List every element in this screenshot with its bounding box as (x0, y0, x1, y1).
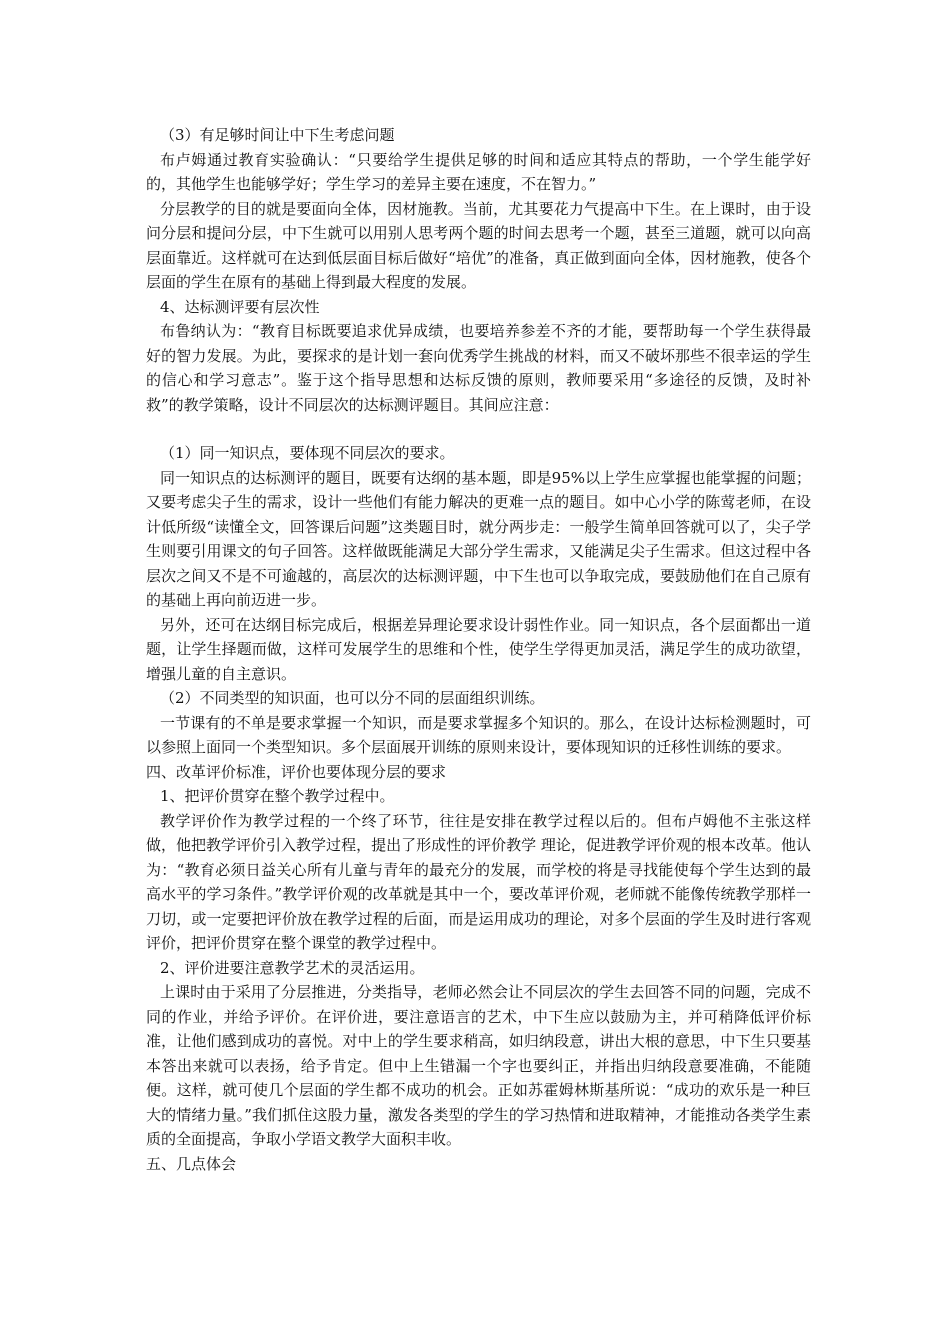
subheading-sufficient-time: （3）有足够时间让中下生考虑问题 (160, 126, 395, 144)
heading-section-four: 四、改革评价标准，评价也要体现分层的要求 (146, 762, 447, 781)
heading-section-five: 五、几点体会 (146, 1154, 237, 1173)
paragraph-formative-evaluation: 教学评价作为教学过程的一个终了环节，往往是安排在教学过程以后的。但布卢姆他不主张这样做，他把教学评价引入教学过程，提出了形成性的评价教学 理论，促进教学评价观的根本改革。他认为：“教育必须日益关心所有儿童与青年的最充分的发展，而学校的将是寻找能使每个学生达到的最高水平的学习条件。”教学评价观的改革就是其中一个，要改革评价观，老师就不能像传统教学那样一刀切，或一定要把评价放在教学过程的后面，而是运用成功的理论，对多个层面的学生及时进行客观评价，把评价贯穿在整个课堂的教学过程中。 (146, 811, 811, 952)
document-body (146, 123, 811, 1176)
paragraph-layered-teaching-goal: 分层教学的目的就是要面向全体，因材施教。当前，尤其要花力气提高中下生。在上课时，由于设问分层和提问分层，中下生就可以用别人思考两个题的时间去思考一个题，甚至三道题，就可以向高层面靠近。这样就可在达到低层面目标后做好“培优”的准备，真正做到面向全体，因材施教，使各个层面的学生在原有的基础上得到最大程度的发展。 (146, 199, 811, 291)
paragraph-elective-homework: 另外，还可在达纲目标完成后，根据差异理论要求设计弱性作业。同一知识点，各个层面都出一道题，让学生择题而做，这样可发展学生的思维和个性，使学生学得更加灵活，满足学生的成功欲望，增强儿童的自主意识。 (146, 615, 811, 683)
subheading-same-knowledge-point: （1）同一知识点，要体现不同层次的要求。 (160, 444, 455, 462)
paragraph-multiple-knowledge: 一节课有的不单是要求掌握一个知识，而是要求掌握多个知识的。那么，在设计达标检测题时，可以参照上面同一个类型知识。多个层面展开训练的原则来设计，要体现知识的迁移性训练的要求。 (146, 713, 811, 756)
paragraph-bloom-experiment: 布卢姆通过教育实验确认：“只要给学生提供足够的时间和适应其特点的帮助，一个学生能学好的，其他学生也能够学好；学生学习的差异主要在速度，不在智力。” (146, 150, 811, 193)
subheading-evaluation-art: 2、评价进要注意教学艺术的灵活运用。 (160, 958, 425, 977)
paragraph-assessment-questions: 同一知识点的达标测评的题目，既要有达纲的基本题，即是95%以上学生应掌握也能掌握的问题；又要考虑尖子生的需求，设计一些他们有能力解决的更难一点的题目。如中心小学的陈莺老师，在设计低所级“读懂全文，回答课后问题”这类题目时，就分两步走：一般学生简单回答就可以了，尖子学生则要引用课文的句子回答。这样做既能满足大部分学生需求，又能满足尖子生需求。但这过程中各层次之间又不是不可逾越的，高层次的达标测评题，中下生也可以争取完成，要鼓励他们在自己原有的基础上再向前迈进一步。 (146, 468, 811, 609)
paragraph-bruner-quote: 布鲁纳认为：“教育目标既要追求优异成绩，也要培养参差不齐的才能，要帮助每一个学生获得最好的智力发展。为此，要探求的是计划一套向优秀学生挑战的材料，而又不破坏那些不很幸运的学生的信心和学习意志”。鉴于这个指导思想和达标反馈的原则，教师要采用“多途径的反馈，及时补救”的教学策略，设计不同层次的达标测评题目。其间应注意： (146, 322, 811, 414)
paragraph-evaluation-language: 上课时由于采用了分层推进，分类指导，老师必然会让不同层次的学生去回答不同的问题，完成不同的作业，并给予评价。在评价进，要注意语言的艺术，中下生应以鼓励为主，并可稍降低评价标准，让他们感到成功的喜悦。对中上的学生要求稍高，如归纳段意，讲出大根的意思，中下生只要基本答出来就可以表扬，给予肯定。但中上生错漏一个字也要纠正，并指出归纳段意要准确，不能随便。这样，就可使几个层面的学生都不成功的机会。正如苏霍姆林斯基所说：“成功的欢乐是一种巨大的情绪力量。”我们抓住这股力量，激发各类型的学生的学习热情和进取精神，才能推动各类学生素质的全面提高，争取小学语文教学大面积丰收。 (146, 983, 811, 1148)
subheading-different-knowledge-types: （2）不同类型的知识面，也可以分不同的层面组织训练。 (160, 689, 545, 707)
subheading-evaluation-throughout: 1、把评价贯穿在整个教学过程中。 (160, 787, 395, 805)
blank-line (146, 417, 811, 441)
heading-assessment-levels: 4、达标测评要有层次性 (160, 297, 320, 316)
